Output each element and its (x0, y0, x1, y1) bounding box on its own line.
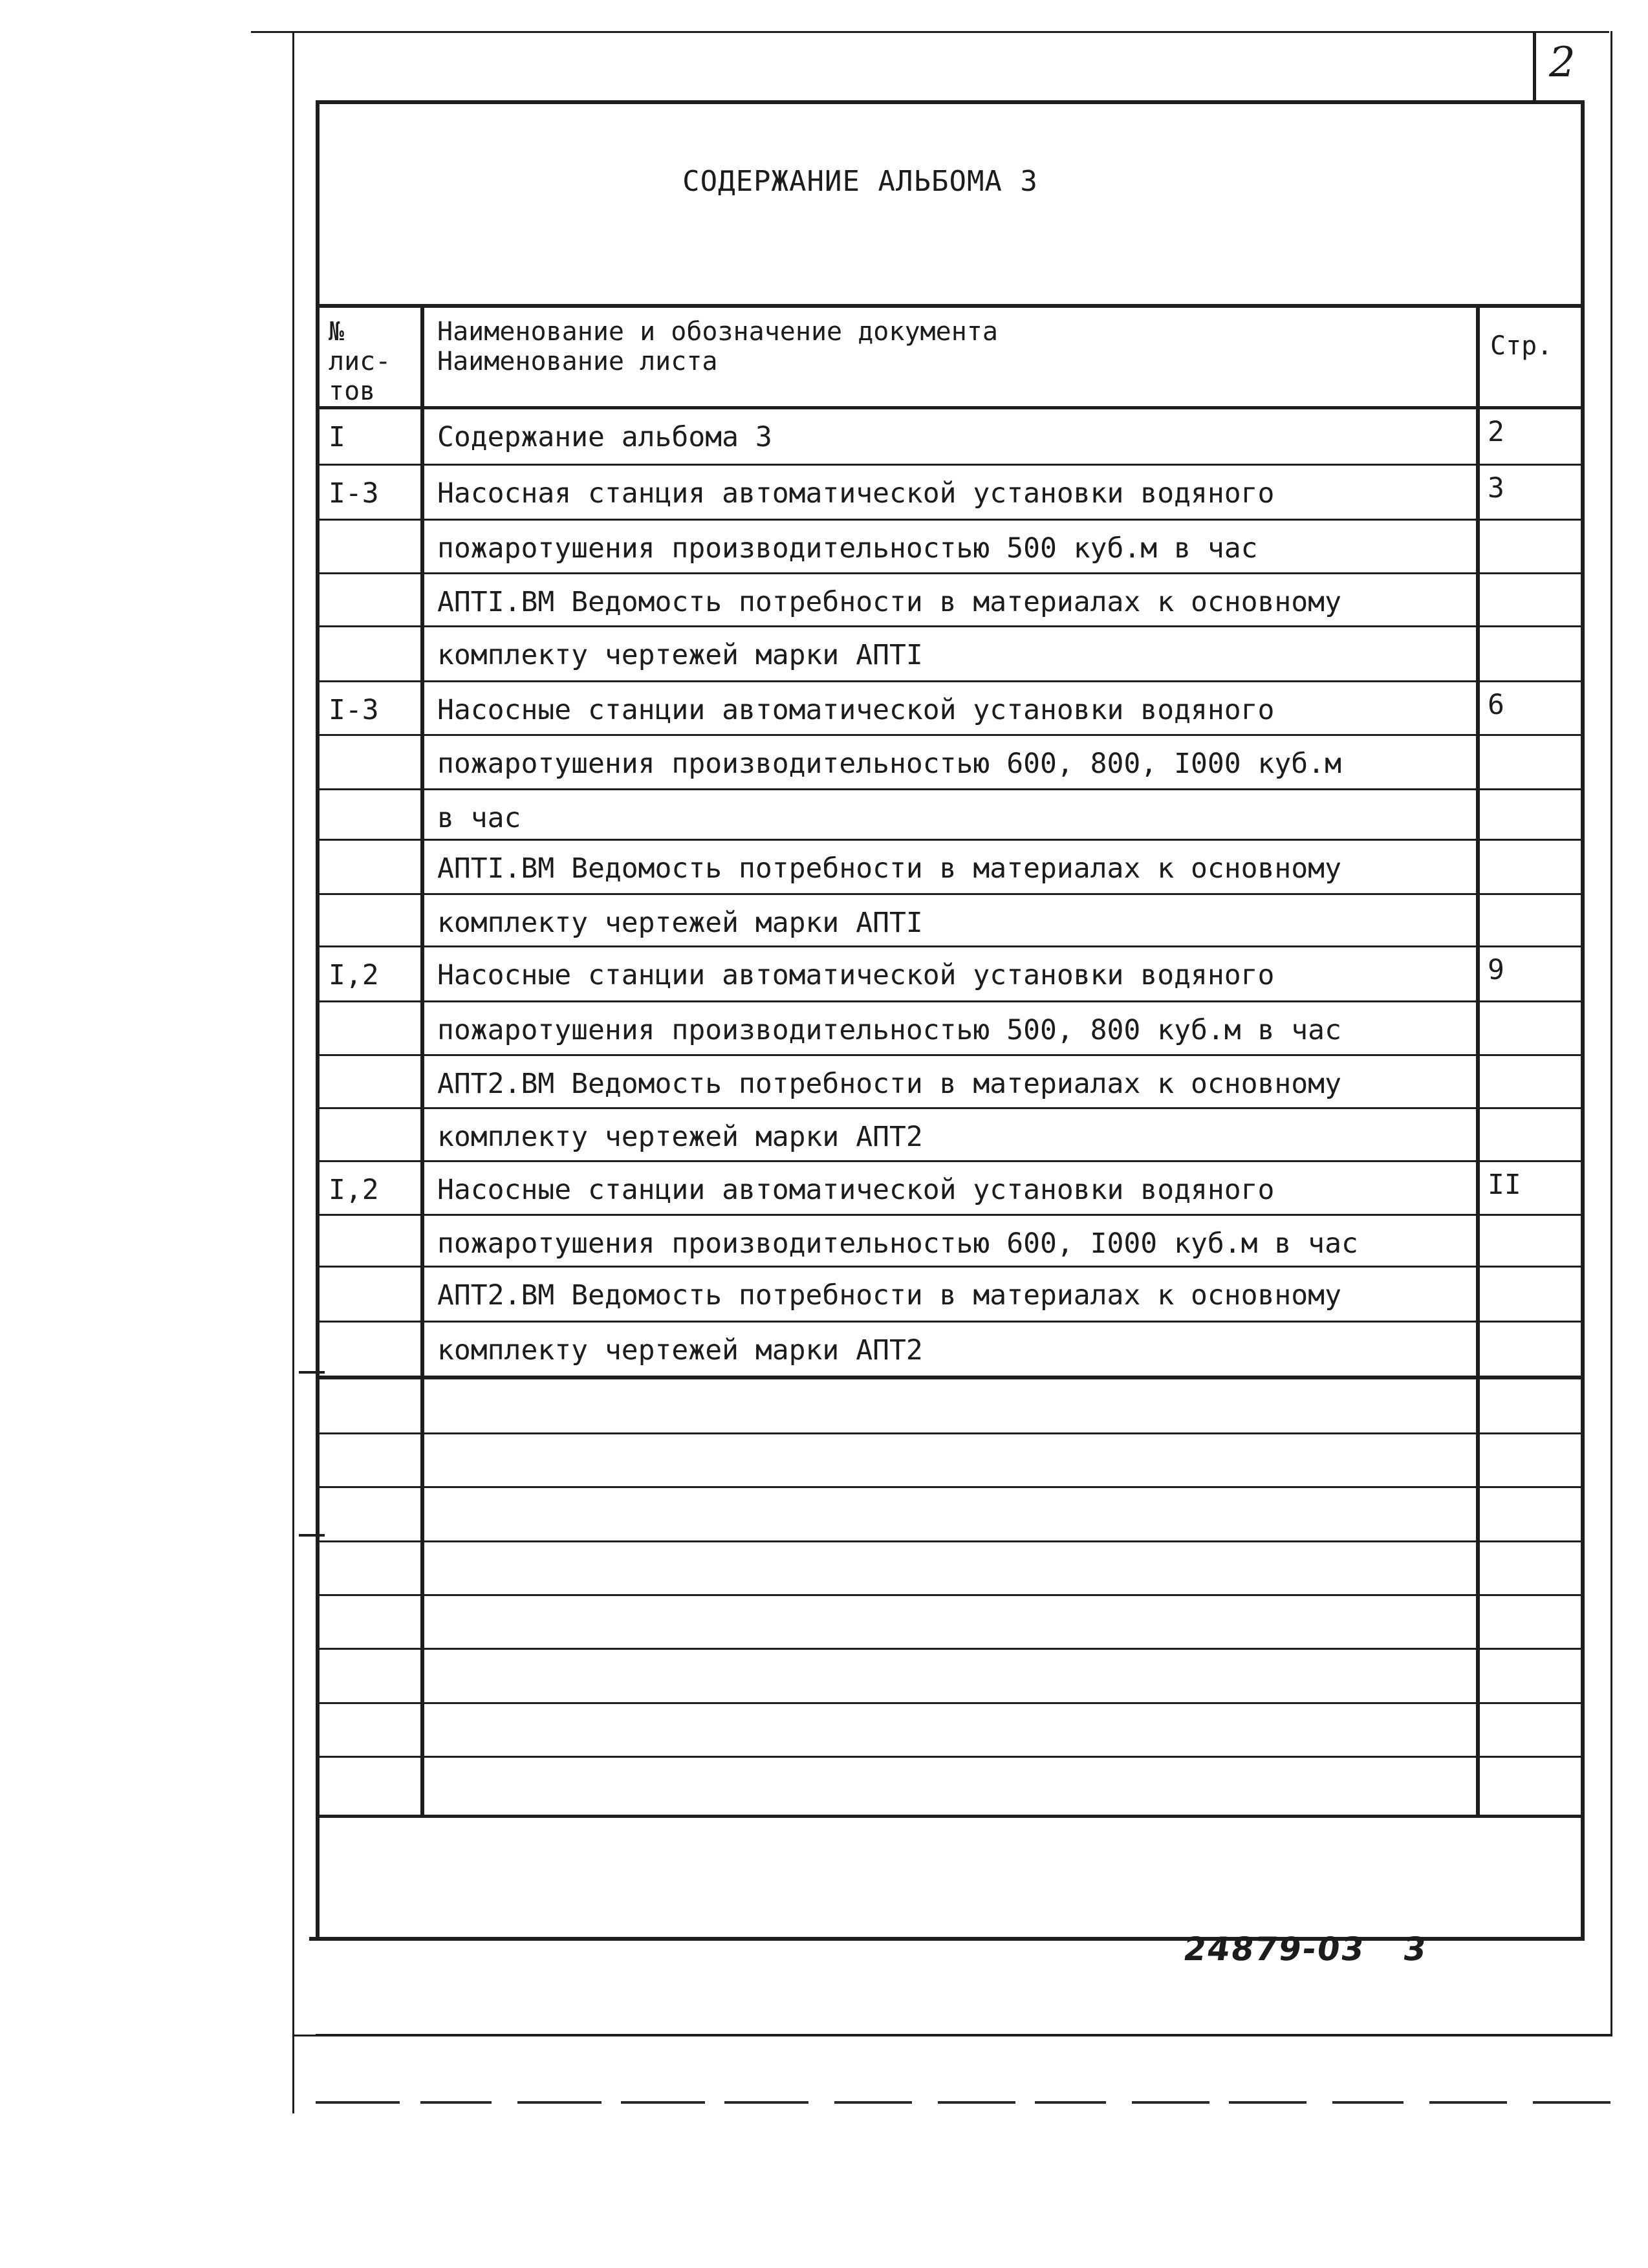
row-divider (316, 893, 1585, 895)
table-bottom-line (316, 1815, 1585, 1818)
row-sheets: I (329, 421, 345, 453)
cut-line-dash (1035, 2101, 1106, 2104)
row-name: АПТ2.ВМ Ведомость потребности в материалах к основному (437, 1068, 1341, 1100)
cut-line-dash (621, 2101, 705, 2104)
cut-line-dash (1429, 2101, 1507, 2104)
document-code-number: 24879-03 (1180, 1930, 1368, 1968)
row-name: комплекту чертежей марки АПТ2 (437, 1121, 923, 1153)
row-sheets: I-3 (329, 477, 379, 510)
cut-line-dash (834, 2101, 912, 2104)
table-top-line (316, 304, 1585, 308)
frame-left (316, 100, 320, 1940)
empty-row-divider (316, 1756, 1585, 1758)
page-number-box-left (1533, 31, 1536, 102)
page-title: СОДЕРЖАНИЕ АЛЬБОМА 3 (682, 165, 1038, 198)
cut-line-dash (316, 2101, 400, 2104)
empty-row-divider (316, 1432, 1585, 1434)
row-name: Насосная станция автоматической установки водяного (437, 477, 1275, 510)
row-name: пожаротушения производительностью 500 куб.м в час (437, 532, 1258, 565)
row-divider (316, 572, 1585, 574)
header-name-line1: Наименование и обозначение документа (437, 317, 998, 347)
row-divider (316, 1160, 1585, 1162)
empty-row-divider (316, 1702, 1585, 1704)
row-name: АПТI.ВМ Ведомость потребности в материалах к основному (437, 852, 1341, 885)
row-name: Содержание альбома 3 (437, 421, 772, 453)
row-divider (316, 734, 1585, 736)
cut-line-dash (1229, 2101, 1306, 2104)
column-divider-sheets (420, 304, 424, 1817)
row-name: АПТ2.ВМ Ведомость потребности в материалах к основному (437, 1279, 1341, 1312)
row-divider (316, 1266, 1585, 1268)
row-sheets: I,2 (329, 1174, 379, 1206)
sheet-number: 3 (1400, 1930, 1430, 1968)
cut-line-dash (1132, 2101, 1209, 2104)
top-border (251, 31, 1609, 33)
row-divider (316, 519, 1585, 521)
table-header-bottom-line (316, 406, 1585, 409)
binding-tick (299, 1371, 325, 1374)
row-page: 6 (1488, 689, 1504, 721)
column-divider-page (1476, 304, 1480, 1817)
document-code (1181, 1930, 1430, 1968)
cut-line-dash (1332, 2101, 1404, 2104)
row-name: Насосные станции автоматической установки водяного (437, 959, 1275, 991)
row-divider (316, 1054, 1585, 1056)
row-divider (316, 464, 1585, 466)
row-divider (316, 839, 1585, 841)
empty-row-divider (316, 1486, 1585, 1488)
right-edge (1610, 31, 1612, 2036)
row-sheets: I-3 (329, 694, 379, 726)
row-divider (316, 945, 1585, 947)
header-name-line2: Наименование листа (437, 347, 718, 376)
row-divider (316, 1107, 1585, 1109)
row-divider (316, 788, 1585, 790)
empty-row-divider (316, 1377, 1585, 1379)
row-divider (316, 625, 1585, 627)
empty-row-divider (316, 1594, 1585, 1596)
row-divider (316, 680, 1585, 682)
frame-top (316, 100, 1583, 104)
cut-line-dash (420, 2101, 492, 2104)
row-name: пожаротушения производительностью 600, I000 куб.м в час (437, 1227, 1358, 1260)
row-divider (316, 1214, 1585, 1216)
row-name: комплекту чертежей марки АПТI (437, 639, 923, 671)
row-divider (316, 1000, 1585, 1002)
frame-right (1581, 100, 1585, 1940)
header-page: Стр. (1490, 331, 1553, 361)
left-binding-edge (292, 31, 294, 2113)
row-name: в час (437, 802, 521, 834)
row-name: Насосные станции автоматической установки водяного (437, 1174, 1275, 1206)
row-divider (316, 1321, 1585, 1323)
empty-row-divider (316, 1648, 1585, 1650)
empty-row-divider (316, 1540, 1585, 1542)
header-sheets: № лис- тов (329, 317, 391, 406)
row-name: комплекту чертежей марки АПТ2 (437, 1334, 923, 1366)
cut-line-dash (517, 2101, 602, 2104)
binding-tick (299, 1534, 325, 1537)
row-name: пожаротушения производительностью 600, 800, I000 куб.м (437, 748, 1341, 780)
row-page: 9 (1488, 954, 1504, 986)
row-page: 3 (1488, 472, 1504, 504)
lower-line (316, 2034, 1612, 2036)
page-number: 2 (1549, 39, 1576, 87)
cut-line-dash (1533, 2101, 1610, 2104)
row-sheets: I,2 (329, 959, 379, 991)
cut-line-dash (938, 2101, 1015, 2104)
row-name: пожаротушения производительностью 500, 800 куб.м в час (437, 1014, 1341, 1046)
cut-line-dash (724, 2101, 808, 2104)
row-name: Насосные станции автоматической установки водяного (437, 694, 1275, 726)
row-page: 2 (1488, 416, 1504, 448)
row-page: II (1488, 1169, 1521, 1201)
row-name: комплекту чертежей марки АПТI (437, 907, 923, 939)
row-name: АПТI.ВМ Ведомость потребности в материалах к основному (437, 586, 1341, 618)
